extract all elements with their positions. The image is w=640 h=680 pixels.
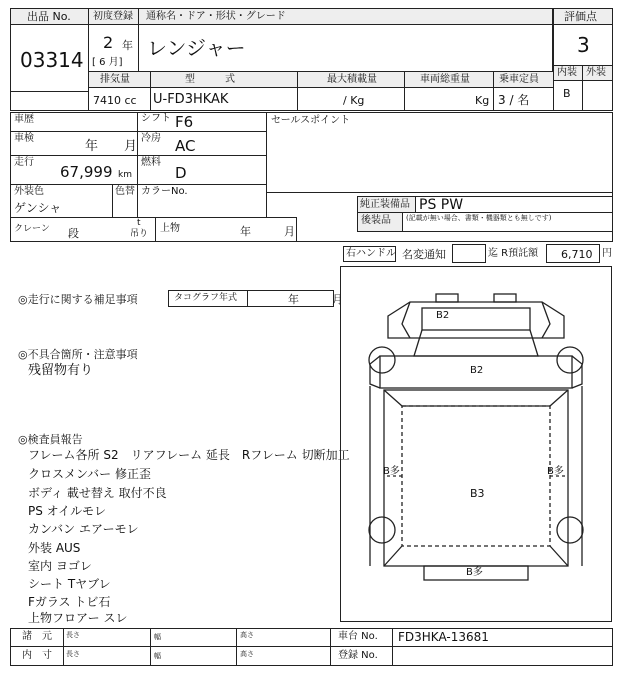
inspection-label: 車検 (14, 133, 34, 144)
chassis-label: 車台 No. (338, 631, 378, 642)
refund-label: 迄 R預託額 (488, 248, 539, 259)
ac: AC (175, 137, 196, 155)
capacity: 3 / 名 (498, 93, 530, 107)
shift: F6 (175, 113, 194, 131)
reg-year: 2 (103, 33, 114, 52)
diagram-right-side: B多 (547, 466, 564, 477)
lot-no: 03314 (20, 48, 84, 72)
reg-month: [ 6 月] (92, 57, 123, 68)
mileage-label: 走行 (14, 157, 34, 168)
crane-lift: 吊り (130, 229, 149, 239)
inspector-line: シート Tヤブレ (28, 577, 111, 591)
yen-unit: 円 (602, 248, 612, 259)
inspector-line: カンバン エアーモレ (28, 522, 139, 536)
length-label: 長さ (66, 631, 80, 639)
dims-label: 諸 元 (22, 631, 52, 642)
color-no-label: 色替 (115, 186, 135, 197)
max-load: / Kg (343, 94, 365, 107)
year-unit: 年 (122, 39, 133, 52)
exterior-color: ゲンシャ (14, 201, 62, 215)
name-change-label: 名変通知 (402, 248, 446, 261)
diagram-rear: B多 (466, 567, 483, 578)
height-label-2: 高さ (240, 650, 254, 658)
shift-label: シフト (141, 113, 171, 124)
exterior-grade-cell (582, 80, 613, 111)
tachograph-divider (247, 290, 248, 307)
footer-col4 (330, 628, 331, 666)
inspector-line: フレーム各所 S2 リアフレーム 延長 Rフレーム 切断加工 (28, 448, 350, 462)
km-unit: km (118, 170, 132, 180)
exterior-label: 外装 (586, 67, 606, 78)
tachograph-label: タコグラフ年式 (174, 293, 238, 303)
inspector-line: PS オイルモレ (28, 504, 107, 518)
interior-grade: B (563, 87, 571, 100)
height-label: 高さ (240, 631, 254, 639)
width-label-2: 幅 (154, 652, 161, 660)
color-code-label: カラーNo. (141, 186, 188, 197)
diagram-cab-body: B2 (470, 365, 484, 376)
score: 3 (577, 33, 590, 57)
defect-line: 残留物有り (28, 363, 94, 378)
footer-col5 (392, 628, 393, 666)
footer-block (10, 628, 613, 666)
diagram-bed: B3 (470, 487, 485, 500)
right-hand: 右ハンドル (346, 248, 396, 259)
exterior-color-label: 外装色 (14, 186, 44, 197)
ac-label: 冷房 (141, 133, 161, 144)
sales-point-label: セールスポイント (271, 115, 351, 126)
footer-col2 (150, 628, 151, 666)
footer-col3 (236, 628, 237, 666)
type-label: 型 式 (185, 74, 235, 85)
inspector-title: ◎検査員報告 (18, 433, 83, 446)
name-change-box (452, 244, 486, 263)
body-label: 上物 (160, 223, 180, 234)
max-load-label: 最大積載量 (327, 74, 377, 85)
diagram-left-side: B多 (383, 466, 400, 477)
tachograph-value: 年 月 (288, 293, 343, 306)
inspector-line: 外装 AUS (28, 541, 81, 555)
displacement-label: 排気量 (100, 74, 130, 85)
aftermarket-note: (記載が無い場合、書類・機器類とも無しです) (406, 214, 552, 222)
length-label-2: 長さ (66, 650, 80, 658)
aftermarket-label: 後装品 (361, 215, 391, 226)
gross-weight: Kg (475, 94, 490, 107)
equipment: PS PW (419, 197, 464, 213)
gross-weight-label: 車両総重量 (420, 74, 470, 85)
width-label: 幅 (154, 633, 161, 641)
crane-stage: 段 (68, 227, 79, 240)
fuel: D (175, 164, 187, 182)
inspector-line: ボディ 載せ替え 取付不良 (28, 486, 167, 500)
capacity-label: 乗車定員 (499, 74, 539, 85)
inspector-line: Fガラス トビ石 (28, 595, 111, 609)
driving-title: ◎走行に関する補足事項 (18, 293, 138, 306)
type: U-FD3HKAK (153, 92, 229, 107)
fuel-label: 燃料 (141, 157, 161, 168)
defects-title: ◎不具合箇所・注意事項 (18, 348, 138, 361)
first-reg-label: 初度登録 (93, 11, 133, 22)
equipment-label: 純正装備品 (360, 199, 410, 210)
interior-label: 内装 (557, 67, 577, 78)
car-name: レンジャー (147, 36, 246, 60)
body-date: 年 月 (240, 225, 295, 238)
grade-label: 評価点 (564, 10, 597, 23)
chassis-no: FD3HKA-13681 (398, 630, 489, 644)
history-label: 車歴 (14, 114, 34, 125)
displacement: 7410 cc (93, 94, 137, 107)
crane-t: t (137, 218, 141, 228)
diagram-cab-top: B2 (436, 310, 450, 321)
lot-no-label: 出品 No. (27, 10, 71, 23)
interior-dims-label: 内 寸 (22, 650, 52, 661)
crane-label: クレーン (14, 224, 50, 234)
refund-value: 6,710 (561, 248, 593, 261)
inspection: 年 月 (85, 139, 138, 154)
mileage: 67,999 (60, 163, 113, 181)
inspector-line: 室内 ヨゴレ (28, 559, 92, 573)
reg-label: 登録 No. (338, 650, 378, 661)
footer-col1 (63, 628, 64, 666)
inspector-line: 上物フロアー スレ (28, 611, 128, 625)
footer-row-divider (10, 646, 613, 647)
inspector-line: クロスメンバー 修正歪 (28, 467, 151, 481)
model-label: 通称名・ドア・形状・グレード (146, 11, 286, 22)
